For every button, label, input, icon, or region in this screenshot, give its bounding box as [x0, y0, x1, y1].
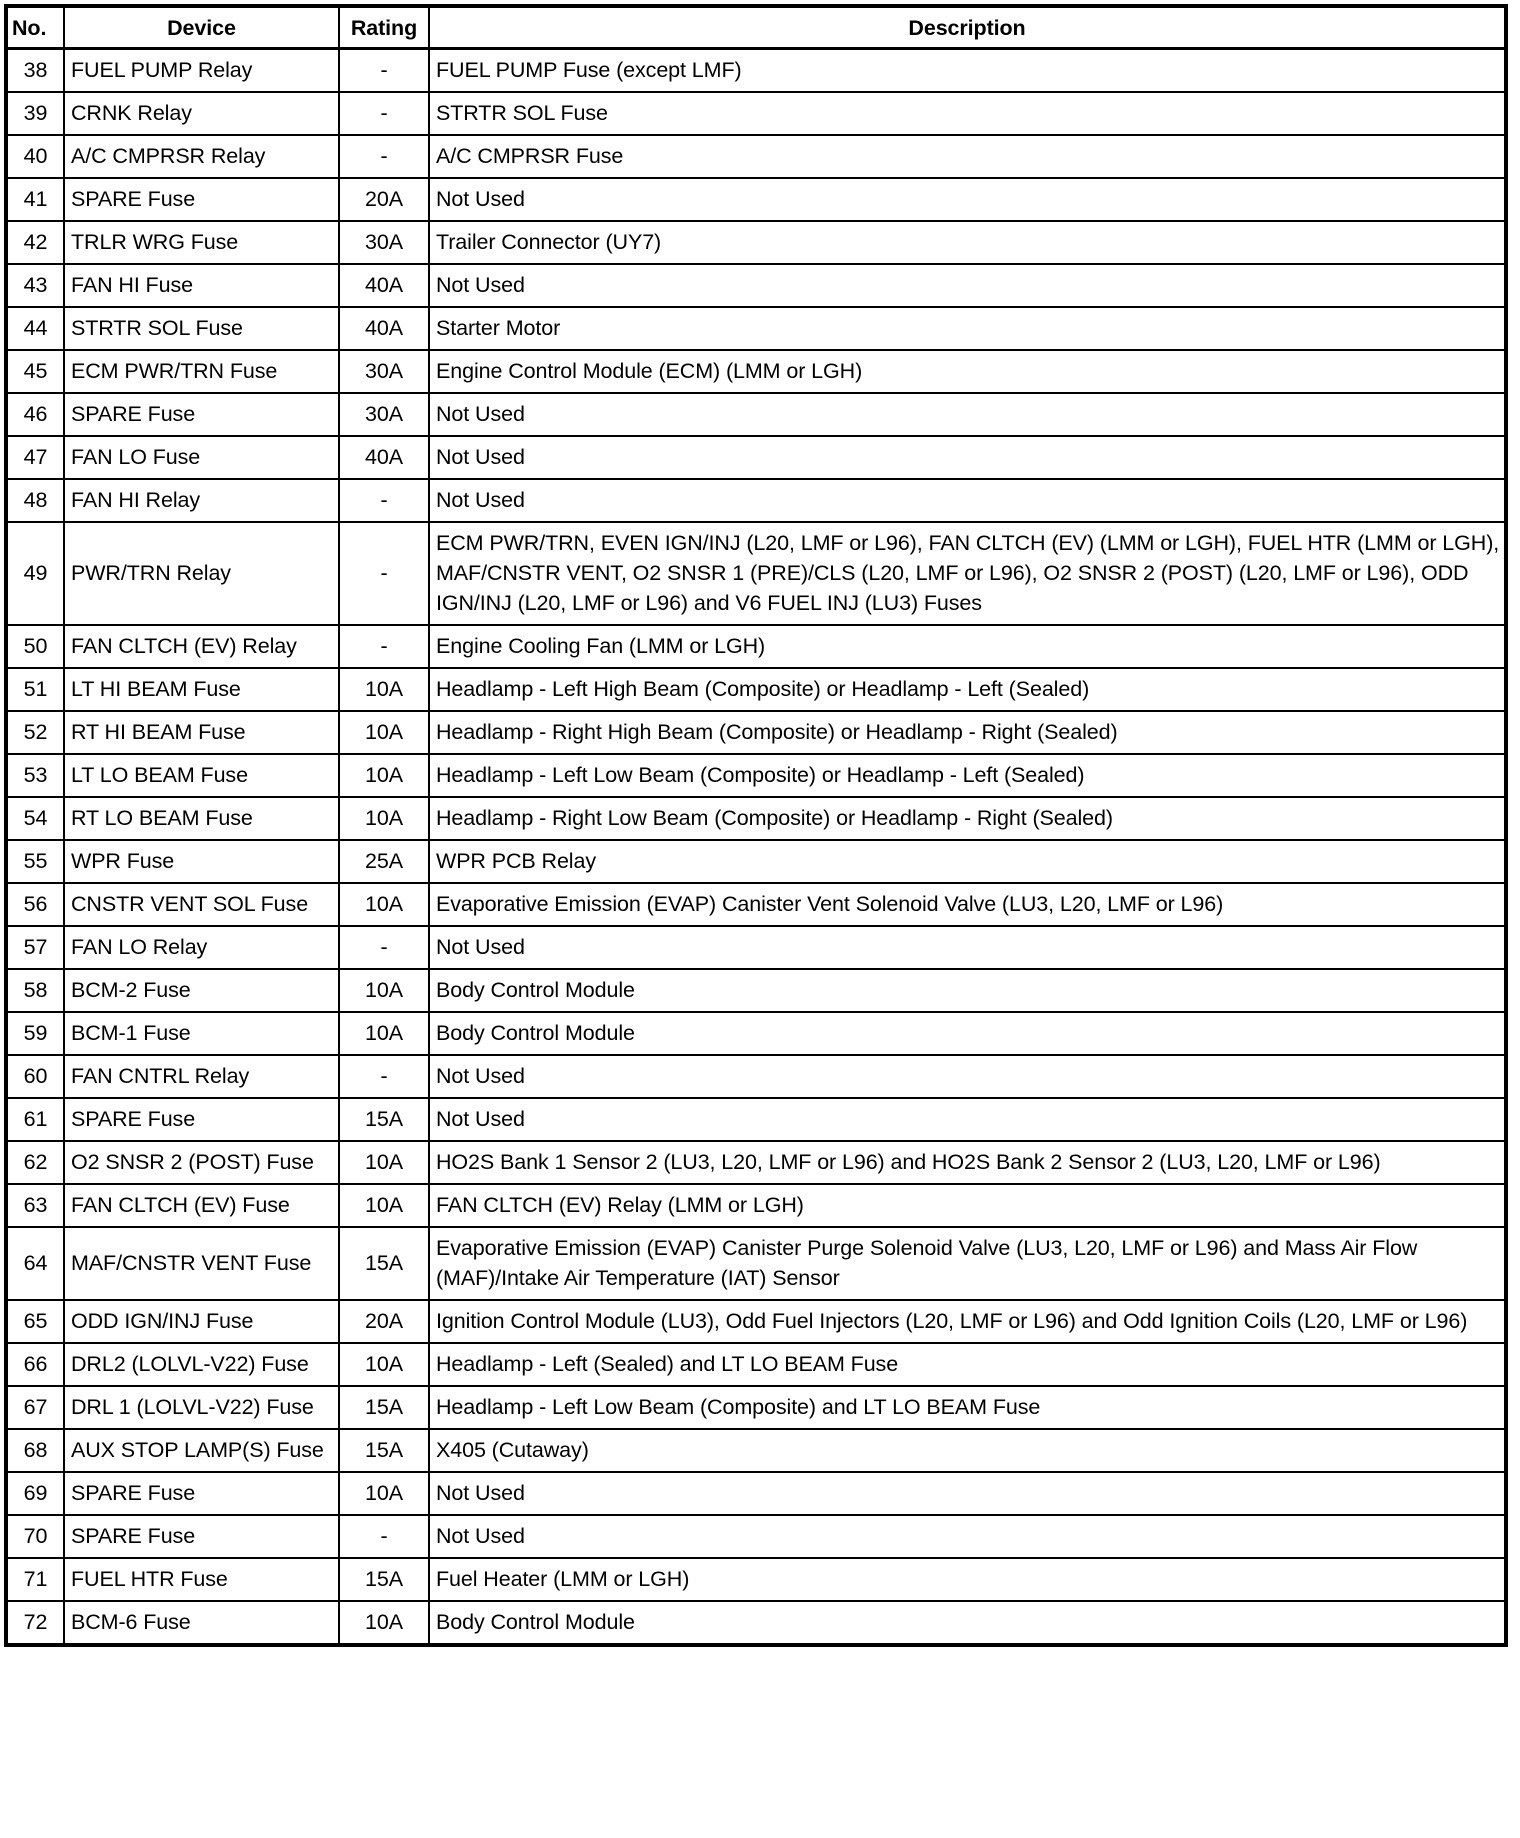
column-header-no: No.: [6, 6, 64, 49]
description-cell: Not Used: [429, 1055, 1506, 1098]
table-row: [6, 522, 1506, 625]
table-row: [6, 1515, 1506, 1558]
table-row: [6, 1141, 1506, 1184]
row-number-cell: 70: [6, 1515, 64, 1558]
row-number-cell: 71: [6, 1558, 64, 1601]
table-header: [6, 6, 1506, 49]
row-number-cell: 48: [6, 479, 64, 522]
row-number-cell: 66: [6, 1343, 64, 1386]
rating-cell: -: [339, 625, 429, 668]
device-cell: FAN LO Relay: [64, 926, 339, 969]
rating-cell: -: [339, 49, 429, 93]
table-row: [6, 926, 1506, 969]
rating-cell: 10A: [339, 1141, 429, 1184]
row-number-cell: 53: [6, 754, 64, 797]
description-cell: Fuel Heater (LMM or LGH): [429, 1558, 1506, 1601]
row-number-cell: 58: [6, 969, 64, 1012]
table-row: [6, 178, 1506, 221]
row-number-cell: 67: [6, 1386, 64, 1429]
row-number-cell: 59: [6, 1012, 64, 1055]
device-cell: BCM-6 Fuse: [64, 1601, 339, 1645]
description-cell: Evaporative Emission (EVAP) Canister Vent Solenoid Valve (LU3, L20, LMF or L96): [429, 883, 1506, 926]
device-cell: STRTR SOL Fuse: [64, 307, 339, 350]
rating-cell: 10A: [339, 797, 429, 840]
description-cell: FAN CLTCH (EV) Relay (LMM or LGH): [429, 1184, 1506, 1227]
description-cell: X405 (Cutaway): [429, 1429, 1506, 1472]
device-cell: FAN LO Fuse: [64, 436, 339, 479]
rating-cell: 10A: [339, 1601, 429, 1645]
device-cell: FAN CNTRL Relay: [64, 1055, 339, 1098]
device-cell: RT LO BEAM Fuse: [64, 797, 339, 840]
description-cell: Headlamp - Left High Beam (Composite) or Headlamp - Left (Sealed): [429, 668, 1506, 711]
device-cell: RT HI BEAM Fuse: [64, 711, 339, 754]
device-cell: FUEL PUMP Relay: [64, 49, 339, 93]
table-row: [6, 1098, 1506, 1141]
device-cell: AUX STOP LAMP(S) Fuse: [64, 1429, 339, 1472]
description-cell: Not Used: [429, 393, 1506, 436]
table-row: [6, 1055, 1506, 1098]
device-cell: BCM-2 Fuse: [64, 969, 339, 1012]
row-number-cell: 49: [6, 522, 64, 625]
header-row: [6, 6, 1506, 49]
device-cell: TRLR WRG Fuse: [64, 221, 339, 264]
table-row: [6, 840, 1506, 883]
row-number-cell: 41: [6, 178, 64, 221]
column-header-description: Description: [429, 6, 1506, 49]
rating-cell: 20A: [339, 178, 429, 221]
device-cell: FUEL HTR Fuse: [64, 1558, 339, 1601]
rating-cell: -: [339, 479, 429, 522]
fuse-relay-table: [4, 4, 1508, 1647]
row-number-cell: 69: [6, 1472, 64, 1515]
device-cell: A/C CMPRSR Relay: [64, 135, 339, 178]
rating-cell: 40A: [339, 264, 429, 307]
device-cell: WPR Fuse: [64, 840, 339, 883]
table-row: [6, 969, 1506, 1012]
device-cell: ECM PWR/TRN Fuse: [64, 350, 339, 393]
rating-cell: 40A: [339, 436, 429, 479]
description-cell: Body Control Module: [429, 1601, 1506, 1645]
table-row: [6, 1184, 1506, 1227]
device-cell: FAN CLTCH (EV) Relay: [64, 625, 339, 668]
row-number-cell: 40: [6, 135, 64, 178]
table-row: [6, 350, 1506, 393]
row-number-cell: 57: [6, 926, 64, 969]
description-cell: Headlamp - Right High Beam (Composite) or Headlamp - Right (Sealed): [429, 711, 1506, 754]
description-cell: Headlamp - Left Low Beam (Composite) and LT LO BEAM Fuse: [429, 1386, 1506, 1429]
description-cell: Not Used: [429, 1515, 1506, 1558]
device-cell: FAN HI Relay: [64, 479, 339, 522]
rating-cell: -: [339, 926, 429, 969]
rating-cell: 10A: [339, 1472, 429, 1515]
description-cell: Headlamp - Right Low Beam (Composite) or Headlamp - Right (Sealed): [429, 797, 1506, 840]
device-cell: SPARE Fuse: [64, 178, 339, 221]
table-row: [6, 1300, 1506, 1343]
description-cell: Evaporative Emission (EVAP) Canister Purge Solenoid Valve (LU3, L20, LMF or L96) and Mass Air Flow (MAF)/Intake Air Temperature (IAT) Sensor: [429, 1227, 1506, 1300]
description-cell: Headlamp - Left (Sealed) and LT LO BEAM Fuse: [429, 1343, 1506, 1386]
row-number-cell: 45: [6, 350, 64, 393]
description-cell: Not Used: [429, 178, 1506, 221]
description-cell: Headlamp - Left Low Beam (Composite) or Headlamp - Left (Sealed): [429, 754, 1506, 797]
rating-cell: -: [339, 1055, 429, 1098]
description-cell: Body Control Module: [429, 969, 1506, 1012]
description-cell: STRTR SOL Fuse: [429, 92, 1506, 135]
rating-cell: -: [339, 522, 429, 625]
row-number-cell: 62: [6, 1141, 64, 1184]
table-row: [6, 264, 1506, 307]
device-cell: O2 SNSR 2 (POST) Fuse: [64, 1141, 339, 1184]
device-cell: SPARE Fuse: [64, 393, 339, 436]
rating-cell: 15A: [339, 1098, 429, 1141]
table-row: [6, 754, 1506, 797]
description-cell: Engine Cooling Fan (LMM or LGH): [429, 625, 1506, 668]
table-row: [6, 92, 1506, 135]
device-cell: LT LO BEAM Fuse: [64, 754, 339, 797]
rating-cell: 15A: [339, 1429, 429, 1472]
description-cell: Ignition Control Module (LU3), Odd Fuel Injectors (L20, LMF or L96) and Odd Ignition Coils (L20, LMF or L96): [429, 1300, 1506, 1343]
device-cell: SPARE Fuse: [64, 1098, 339, 1141]
row-number-cell: 64: [6, 1227, 64, 1300]
table-row: [6, 1227, 1506, 1300]
table-row: [6, 1386, 1506, 1429]
row-number-cell: 43: [6, 264, 64, 307]
rating-cell: 40A: [339, 307, 429, 350]
description-cell: Not Used: [429, 436, 1506, 479]
table-row: [6, 393, 1506, 436]
rating-cell: 20A: [339, 1300, 429, 1343]
row-number-cell: 42: [6, 221, 64, 264]
device-cell: LT HI BEAM Fuse: [64, 668, 339, 711]
description-cell: FUEL PUMP Fuse (except LMF): [429, 49, 1506, 93]
table-row: [6, 1343, 1506, 1386]
row-number-cell: 60: [6, 1055, 64, 1098]
device-cell: CRNK Relay: [64, 92, 339, 135]
rating-cell: 10A: [339, 883, 429, 926]
rating-cell: -: [339, 1515, 429, 1558]
rating-cell: -: [339, 92, 429, 135]
table-row: [6, 668, 1506, 711]
description-cell: Not Used: [429, 1098, 1506, 1141]
rating-cell: 10A: [339, 711, 429, 754]
rating-cell: 15A: [339, 1227, 429, 1300]
device-cell: BCM-1 Fuse: [64, 1012, 339, 1055]
rating-cell: 25A: [339, 840, 429, 883]
table-row: [6, 625, 1506, 668]
table-row: [6, 479, 1506, 522]
rating-cell: 30A: [339, 221, 429, 264]
table-row: [6, 711, 1506, 754]
row-number-cell: 44: [6, 307, 64, 350]
row-number-cell: 52: [6, 711, 64, 754]
rating-cell: 15A: [339, 1558, 429, 1601]
column-header-rating: Rating: [339, 6, 429, 49]
row-number-cell: 55: [6, 840, 64, 883]
table-row: [6, 135, 1506, 178]
row-number-cell: 72: [6, 1601, 64, 1645]
table-row: [6, 1472, 1506, 1515]
rating-cell: 30A: [339, 350, 429, 393]
table-row: [6, 221, 1506, 264]
rating-cell: 10A: [339, 1184, 429, 1227]
row-number-cell: 39: [6, 92, 64, 135]
description-cell: Body Control Module: [429, 1012, 1506, 1055]
row-number-cell: 65: [6, 1300, 64, 1343]
rating-cell: 10A: [339, 1012, 429, 1055]
table-body: [6, 49, 1506, 1646]
rating-cell: 30A: [339, 393, 429, 436]
description-cell: Trailer Connector (UY7): [429, 221, 1506, 264]
row-number-cell: 47: [6, 436, 64, 479]
table-row: [6, 1429, 1506, 1472]
row-number-cell: 50: [6, 625, 64, 668]
table-row: [6, 1012, 1506, 1055]
row-number-cell: 68: [6, 1429, 64, 1472]
description-cell: Not Used: [429, 264, 1506, 307]
device-cell: PWR/TRN Relay: [64, 522, 339, 625]
device-cell: SPARE Fuse: [64, 1472, 339, 1515]
device-cell: DRL2 (LOLVL-V22) Fuse: [64, 1343, 339, 1386]
rating-cell: 10A: [339, 1343, 429, 1386]
device-cell: FAN HI Fuse: [64, 264, 339, 307]
row-number-cell: 38: [6, 49, 64, 93]
device-cell: FAN CLTCH (EV) Fuse: [64, 1184, 339, 1227]
description-cell: HO2S Bank 1 Sensor 2 (LU3, L20, LMF or L96) and HO2S Bank 2 Sensor 2 (LU3, L20, LMF or L96): [429, 1141, 1506, 1184]
table-row: [6, 49, 1506, 93]
table-row: [6, 883, 1506, 926]
description-cell: A/C CMPRSR Fuse: [429, 135, 1506, 178]
row-number-cell: 63: [6, 1184, 64, 1227]
rating-cell: 10A: [339, 754, 429, 797]
row-number-cell: 56: [6, 883, 64, 926]
rating-cell: -: [339, 135, 429, 178]
description-cell: Engine Control Module (ECM) (LMM or LGH): [429, 350, 1506, 393]
table-row: [6, 1558, 1506, 1601]
device-cell: MAF/CNSTR VENT Fuse: [64, 1227, 339, 1300]
device-cell: DRL 1 (LOLVL-V22) Fuse: [64, 1386, 339, 1429]
rating-cell: 10A: [339, 668, 429, 711]
device-cell: CNSTR VENT SOL Fuse: [64, 883, 339, 926]
description-cell: Starter Motor: [429, 307, 1506, 350]
table-row: [6, 1601, 1506, 1645]
description-cell: Not Used: [429, 479, 1506, 522]
description-cell: WPR PCB Relay: [429, 840, 1506, 883]
description-cell: Not Used: [429, 926, 1506, 969]
row-number-cell: 46: [6, 393, 64, 436]
table-row: [6, 436, 1506, 479]
device-cell: ODD IGN/INJ Fuse: [64, 1300, 339, 1343]
rating-cell: 10A: [339, 969, 429, 1012]
table-row: [6, 307, 1506, 350]
row-number-cell: 54: [6, 797, 64, 840]
description-cell: Not Used: [429, 1472, 1506, 1515]
table-row: [6, 797, 1506, 840]
rating-cell: 15A: [339, 1386, 429, 1429]
row-number-cell: 51: [6, 668, 64, 711]
row-number-cell: 61: [6, 1098, 64, 1141]
description-cell: ECM PWR/TRN, EVEN IGN/INJ (L20, LMF or L96), FAN CLTCH (EV) (LMM or LGH), FUEL HTR (LMM or LGH), MAF/CNSTR VENT, O2 SNSR 1 (PRE)/CLS (L20, LMF or L96), O2 SNSR 2 (POST) (L20, LMF or L96), ODD IGN/INJ (L20, LMF or L96) and V6 FUEL INJ (LU3) Fuses: [429, 522, 1506, 625]
column-header-device: Device: [64, 6, 339, 49]
device-cell: SPARE Fuse: [64, 1515, 339, 1558]
